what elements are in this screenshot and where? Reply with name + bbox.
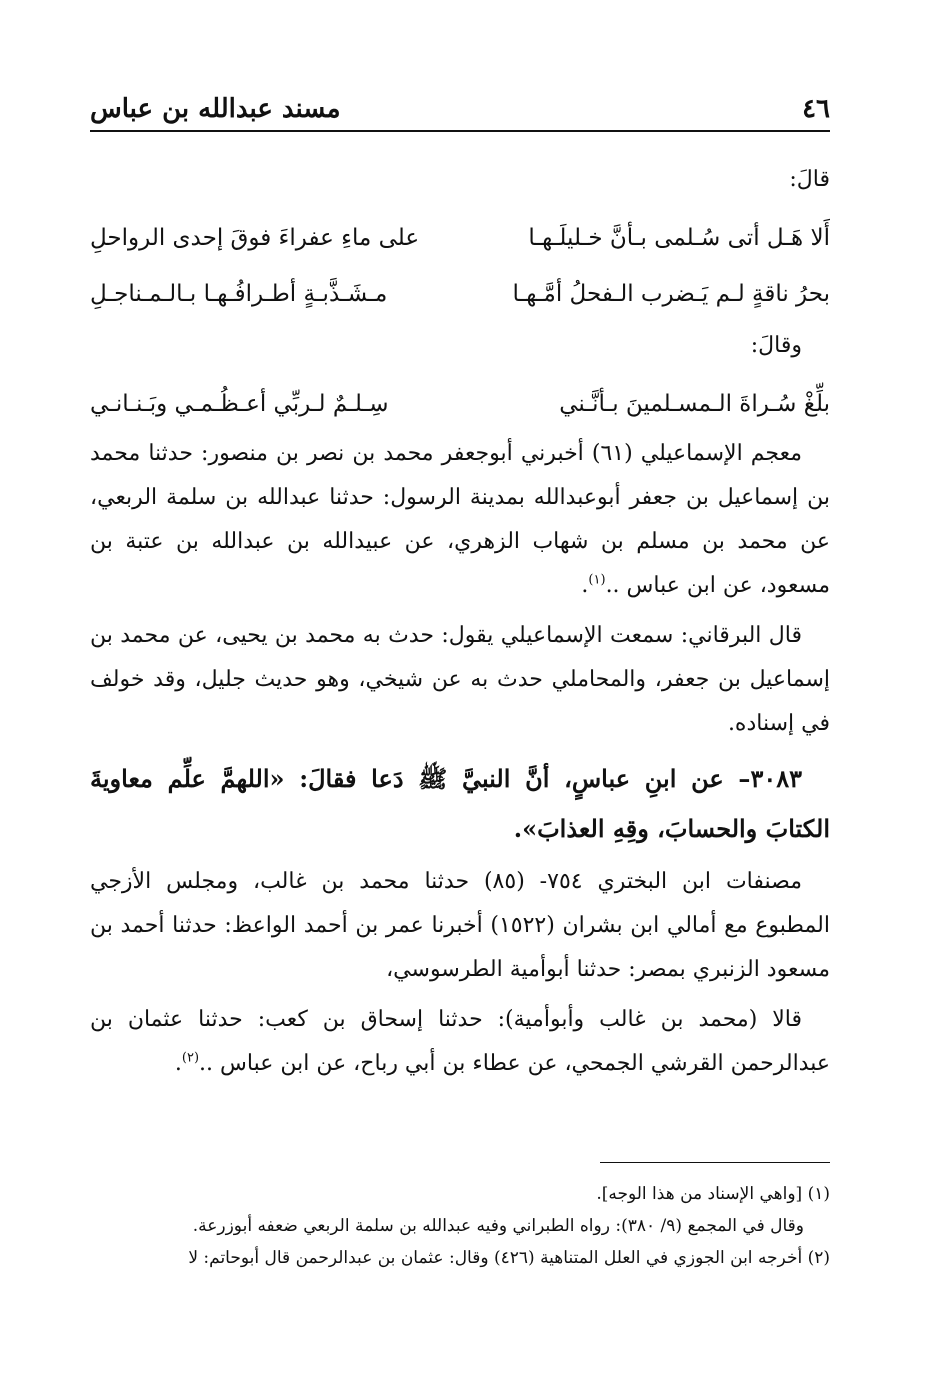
poem-intro: قالَ: <box>789 167 830 192</box>
main-text <box>90 156 830 1092</box>
footnote: (٢) أخرجه ابن الجوزي في العلل المتناهية (٤٢٦) وقال: عثمان بن عبدالرحمن قال أبوحاتم: لا <box>188 1248 830 1268</box>
page-number: ٤٦ <box>802 94 830 124</box>
verse-first-hemistich: بحرُ ناقةٍ لـم يَـضرب الـفحلُ أمَّـهـا <box>512 281 830 307</box>
verse-second-hemistich: سِـلـمٌ لـربِّي أعـظُـمـي وبَـنـانـي <box>90 391 389 417</box>
running-title: مسند عبدالله بن عباس <box>90 94 341 124</box>
verse-first-hemistich: أَلا هَـل أتى سُـلمى بـأنَّ خـليلَـهـا <box>528 225 830 251</box>
footnote: (١) [واهي الإسناد من هذا الوجه]. <box>596 1184 830 1204</box>
footnote-marker: (٢) <box>181 1050 200 1066</box>
poem-verse <box>90 266 830 322</box>
source-paragraph: مصنفات ابن البختري ٧٥٤- (٨٥) حدثنا محمد بن غالب، ومجلس الأزجي المطبوع مع أمالي ابن بشران (١٥٢٢) أخبرنا عمر بن أحمد الواعظ: حدثنا أحمد بن مسعود الزنبري بمصر: حدثنا أبوأمية الطرسوسي، <box>90 869 830 982</box>
paragraph-text: معجم الإسماعيلي (٦١) أخبرني أبوجعفر محمد بن نصر بن منصور: حدثنا محمد بن إسماعيل بن جعفر أبوعبدالله بمدينة الرسول: حدثنا عبدالله بن سلمة الربعي، عن محمد بن مسلم بن شهاب الزهري، عن عبيدالله بن عبدالله بن عتبة بن مسعود، عن ابن عباس .. <box>90 441 830 598</box>
footnotes <box>90 1178 830 1274</box>
source-paragraph <box>90 432 830 608</box>
verse-second-hemistich: على ماءِ عفراءَ فوقَ إحدى الرواحلِ <box>90 225 420 251</box>
hadith-text: ٣٠٨٣– عن ابنِ عباسٍ، أنَّ النبيَّ ﷺ دَعا فقالَ: «اللهمَّ علِّم معاويةَ الكتابَ والحسابَ، وقِهِ العذابَ». <box>90 764 830 843</box>
book-page <box>90 90 830 1340</box>
poem-verse <box>90 210 830 266</box>
verse-second-hemistich: مـشَـذَّبـةٍ أطـرافُـهـا بـالـمـناجـلِ <box>90 281 388 307</box>
verse-first-hemistich: بلِّغْ سُـراةَ الـمسـلمينَ بـأنَّـني <box>559 391 830 417</box>
paragraph-text: قالا (محمد بن غالب وأبوأمية): حدثنا إسحاق بن كعب: حدثنا عثمان بن عبدالرحمن القرشي الجمحي، عن عطاء بن أبي رباح، عن ابن عباس .. <box>90 1007 830 1076</box>
footnote: وقال في المجمع (٩/ ٣٨٠): رواه الطبراني وفيه عبدالله بن سلمة الربعي ضعفه أبوزرعة. <box>192 1216 804 1236</box>
paragraph-end: . <box>174 1051 182 1076</box>
footnote-marker: (١) <box>588 572 606 588</box>
commentary-paragraph: قال البرقاني: سمعت الإسماعيلي يقول: حدث به محمد بن يحيى، عن محمد بن إسماعيل بن جعفر، والمحاملي حدث به عن شيخي، وهو حديث جليل، وقد خولف في إسناده. <box>90 623 830 736</box>
footnote-separator <box>600 1162 830 1163</box>
poem-verse <box>90 376 830 432</box>
paragraph-end: . <box>581 573 589 598</box>
source-paragraph <box>90 998 830 1086</box>
page-header <box>90 90 830 132</box>
poem-intro: وقالَ: <box>750 333 802 358</box>
